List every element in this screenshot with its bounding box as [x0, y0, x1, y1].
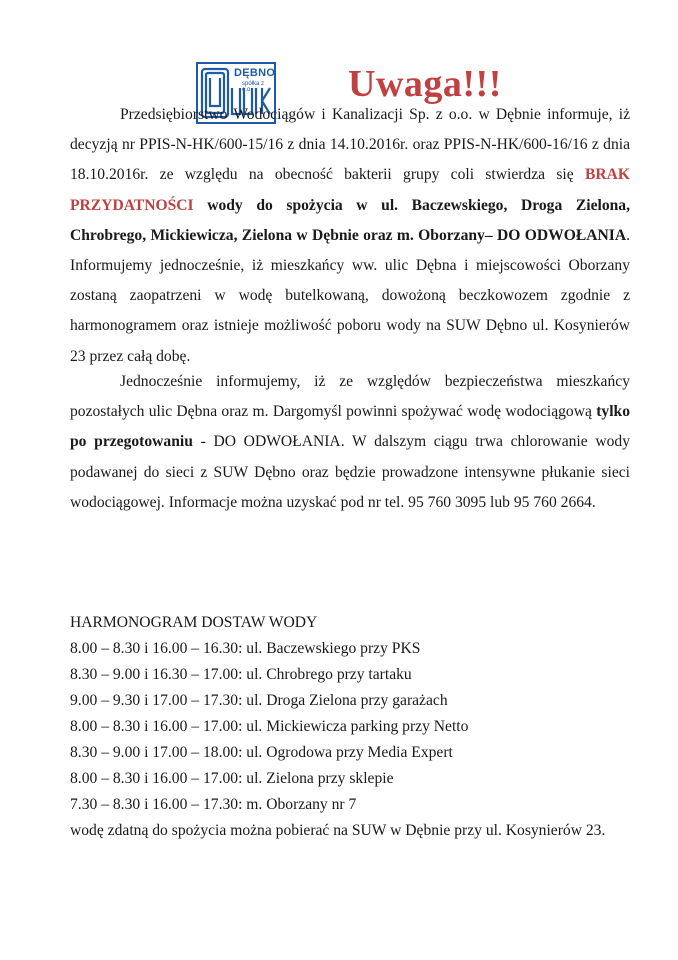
schedule-item: 8.00 – 8.30 i 16.00 – 16.30: ul. Baczewskiego przy PKS — [70, 640, 421, 657]
affected-streets: wody do spożycia w ul. Baczewskiego, Droga Zielona, Chrobrego, Mickiewicza, Zielona w Dębnie oraz m. Oborzany– DO ODWOŁANIA — [70, 196, 630, 244]
paragraph-1-text: Przedsiębiorstwo Wodociągów i Kanalizacji Sp. z o.o. w Dębnie informuje, iż decyzją nr PPIS-N-HK/600-15/16 z dnia 14.10.2016r. oraz PPIS-N-HK/600-16/16 z dnia 18.10.2016r. ze względu na obecność bakterii grupy coli stwierdza się — [70, 106, 630, 184]
paragraph-2-text-cont: - DO ODWOŁANIA. W dalszym ciągu trwa chlorowanie wody podawanej do sieci z SUW Dębno oraz będzie prowadzone intensywne płukanie sieci wodociągowej. Informacje można uzyskać pod nr tel. 95 760 3095 lub 95 760 2664. — [70, 433, 631, 511]
unfit-notice: BRAK PRZYDATNOŚCI — [70, 166, 630, 214]
schedule-footer: wodę zdatną do spożycia można pobierać na SUW w Dębnie przy ul. Kosynierów 23. — [70, 822, 606, 839]
schedule-item: 8.30 – 9.00 i 16.30 – 17.00: ul. Chrobrego przy tartaku — [70, 666, 412, 683]
announcement-paragraph-1 — [70, 100, 630, 372]
paragraph-1-text-cont: . Informujemy jednocześnie, iż mieszkańcy ww. ulic Dębna i miejscowości Oborzany zostaną zaopatrzeni w wodę butelkowaną, dowożoną beczkowozem zgodnie z harmonogramem oraz istnieje możliwość poboru wody na SUW Dębno ul. Kosynierów 23 przez całą dobę. — [70, 226, 630, 365]
schedule-heading: HARMONOGRAM DOSTAW WODY — [70, 614, 318, 631]
schedule-item: 9.00 – 9.30 i 17.00 – 17.30: ul. Droga Zielona przy garażach — [70, 692, 448, 709]
paragraph-2-text: Jednocześnie informujemy, iż ze względów bezpieczeństwa mieszkańcy pozostałych ulic Dębna oraz m. Dargomyśl powinni spożywać wodę wodociągową — [70, 373, 630, 421]
schedule-item: 8.30 – 9.00 i 17.00 – 18.00: ul. Ogrodowa przy Media Expert — [70, 744, 453, 761]
announcement-paragraph-2 — [70, 367, 630, 518]
page-title: Uwaga!!! — [348, 63, 502, 105]
schedule-item: 8.00 – 8.30 i 16.00 – 17.00: ul. Mickiewicza parking przy Netto — [70, 718, 469, 735]
schedule-item: 7.30 – 8.30 i 16.00 – 17.30: m. Oborzany nr 7 — [70, 796, 357, 813]
logo-name: DĘBNO — [234, 67, 276, 79]
schedule-item: 8.00 – 8.30 i 16.00 – 17.00: ul. Zielona przy sklepie — [70, 770, 394, 787]
logo-subtitle: spółka z o.o. — [242, 81, 265, 93]
delivery-schedule — [70, 610, 630, 844]
boil-notice: tylko po przegotowaniu — [70, 403, 630, 451]
